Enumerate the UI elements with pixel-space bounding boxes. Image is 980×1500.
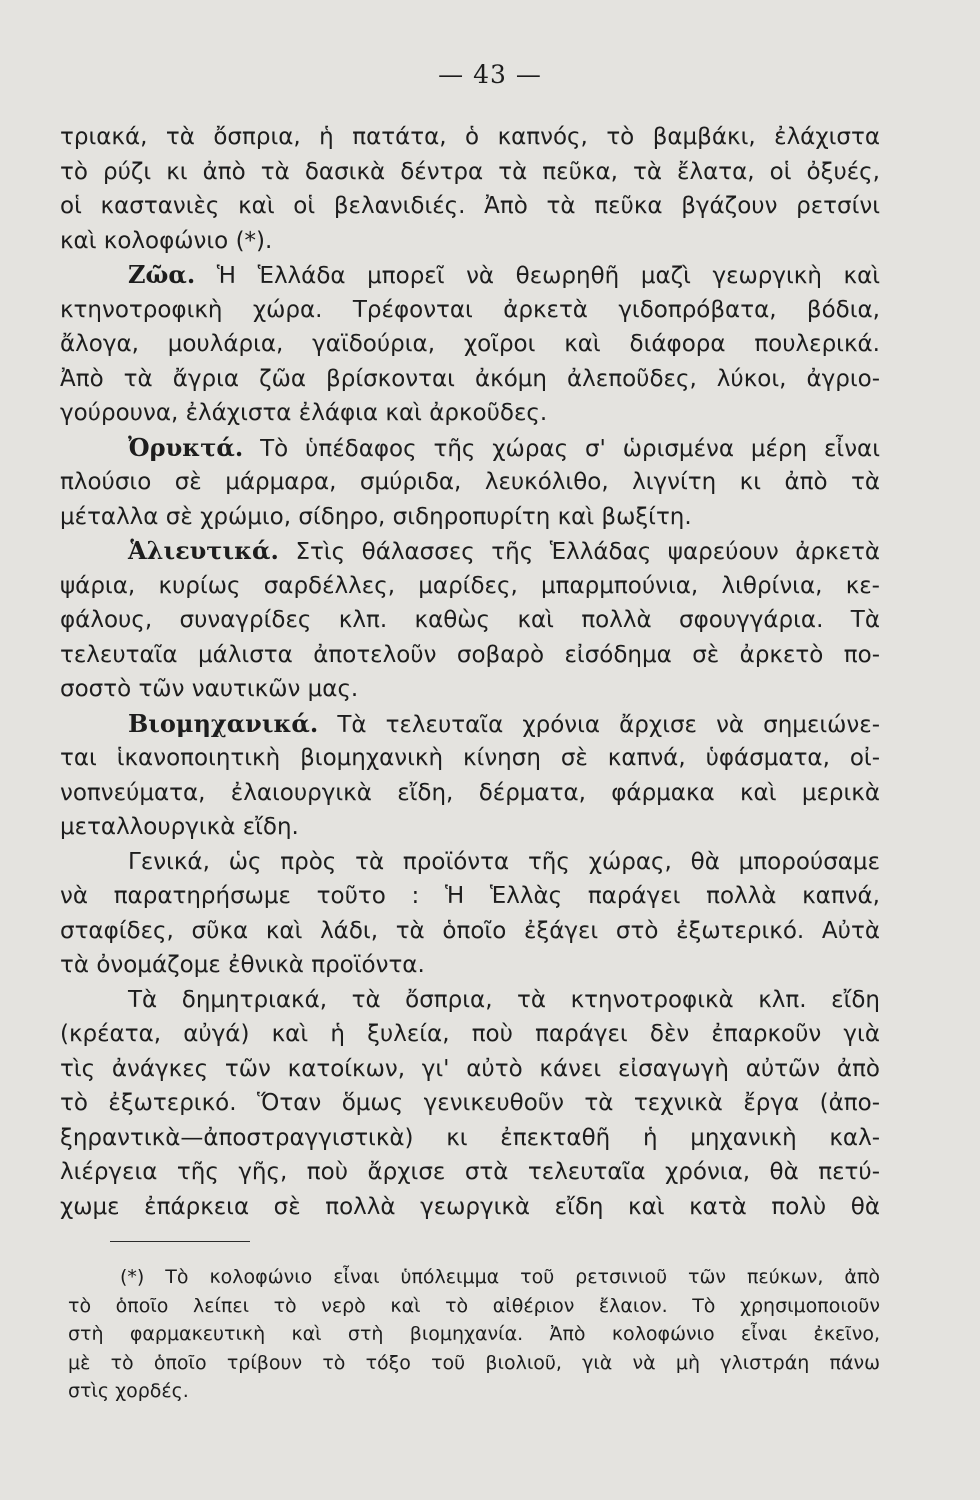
text-line: τὸ ρύζι κι ἀπὸ τὰ δασικὰ δέντρα τὰ πεῦκα, τὰ ἔλατα, οἱ ὀξυές, xyxy=(60,158,880,185)
text-line: τὰ ὀνομάζομε ἐθνικὰ προϊόντα. xyxy=(60,952,425,978)
text-line: ξηραντικὰ—ἀποστραγγιστικὰ) κι ἐπεκταθῆ ἡ μηχανικὴ καλ- xyxy=(60,1124,880,1151)
section-heading-orykta: Ὀρυκτά. xyxy=(128,432,244,462)
text-line: σοστὸ τῶν ναυτικῶν μας. xyxy=(60,676,359,702)
text-line: ψάρια, κυρίως σαρδέλλες, μαρίδες, μπαρμπούνια, λιθρίνια, κε- xyxy=(60,572,880,599)
text-line: χωμε ἐπάρκεια σὲ πολλὰ γεωργικὰ εἴδη καὶ κατὰ πολὺ θὰ xyxy=(60,1193,880,1220)
text-line: τριακά, τὰ ὄσπρια, ἡ πατάτα, ὁ καπνός, τὸ βαμβάκι, ἐλάχιστα xyxy=(60,124,880,150)
text-line: νοπνεύματα, ἐλαιουργικὰ εἴδη, δέρματα, φάρμακα καὶ μερικὰ xyxy=(60,779,880,806)
footnote-line: στὴ φαρμακευτικὴ καὶ στὴ βιομηχανία. Ἀπὸ κολοφώνιο εἶναι ἐκεῖνο, xyxy=(68,1323,880,1345)
text-run: Τὰ τελευταῖα χρόνια ἄρχισε νὰ σημειώνε- xyxy=(337,711,880,738)
footnote-line: τὸ ὁποῖο λείπει τὸ νερὸ καὶ τὸ αἰθέριον ἔλαιον. Τὸ χρησιμοποιοῦν xyxy=(68,1294,880,1317)
body-text xyxy=(60,120,880,1224)
paragraph-line xyxy=(60,707,880,742)
section-heading-viomichanika: Βιομηχανικά. xyxy=(128,708,319,738)
text-line: οἱ καστανιὲς καὶ οἱ βελανιδιές. Ἀπὸ τὰ πεῦκα βγάζουν ρετσίνι xyxy=(60,193,880,219)
paragraph-line xyxy=(60,258,880,293)
text-line: τὸ ἐξωτερικό. Ὅταν ὅμως γενικευθοῦν τὰ τεχνικὰ ἔργα (ἀπο- xyxy=(60,1090,880,1116)
text-line: λιέργεια τῆς γῆς, ποὺ ἄρχισε στὰ τελευταῖα χρόνια, θὰ πετύ- xyxy=(60,1159,880,1185)
text-line: Γενικά, ὡς πρὸς τὰ προϊόντα τῆς χώρας, θὰ μπορούσαμε xyxy=(128,848,880,875)
text-run: Στὶς θάλασσες τῆς Ἑλλάδας ψαρεύουν ἀρκετὰ xyxy=(295,539,881,565)
footnote xyxy=(68,1263,880,1406)
text-line: ἄλογα, μουλάρια, γαϊδούρια, χοῖροι καὶ διάφορα πουλερικά. xyxy=(60,331,880,357)
text-line: φάλους, συναγρίδες κλπ. καθὼς καὶ πολλὰ σφουγγάρια. Τὰ xyxy=(60,607,880,633)
text-line: καὶ κολοφώνιο (*). xyxy=(60,227,273,254)
text-line: ται ἱκανοποιητικὴ βιομηχανικὴ κίνηση σὲ καπνά, ὑφάσματα, οἰ- xyxy=(60,745,880,771)
text-line: νὰ παρατηρήσωμε τοῦτο : Ἡ Ἑλλὰς παράγει πολλὰ καπνά, xyxy=(60,883,880,909)
paragraph-line xyxy=(60,534,880,569)
paragraph-line xyxy=(60,431,880,466)
page-number: — 43 — xyxy=(438,60,542,89)
footnote-line: (*) Τὸ κολοφώνιο εἶναι ὑπόλειμμα τοῦ ρετσινιοῦ τῶν πεύκων, ἀπὸ xyxy=(120,1266,880,1288)
text-line: τελευταῖα μάλιστα ἀποτελοῦν σοβαρὸ εἰσόδημα σὲ ἀρκετὸ πο- xyxy=(60,641,880,668)
footnote-divider xyxy=(110,1241,250,1242)
footnote-line: στὶς χορδές. xyxy=(68,1380,189,1402)
section-heading-zoa: Ζῶα. xyxy=(128,260,196,289)
text-line: (κρέατα, αὐγά) καὶ ἡ ξυλεία, ποὺ παράγει δὲν ἐπαρκοῦν γιὰ xyxy=(60,1021,880,1047)
text-line: κτηνοτροφικὴ χώρα. Τρέφονται ἀρκετὰ γιδοπρόβατα, βόδια, xyxy=(60,296,880,323)
text-line: Ἀπὸ τὰ ἄγρια ζῶα βρίσκονται ἀκόμη ἀλεποῦδες, λύκοι, ἀγριο- xyxy=(60,365,880,392)
text-line: μεταλλουργικὰ εἴδη. xyxy=(60,814,299,840)
text-line: σταφίδες, σῦκα καὶ λάδι, τὰ ὁποῖο ἐξάγει στὸ ἐξωτερικό. Αὐτὰ xyxy=(60,917,880,944)
footnote-line: μὲ τὸ ὁποῖο τρίβουν τὸ τόξο τοῦ βιολιοῦ, γιὰ νὰ μὴ γλιστράη πάνω xyxy=(68,1351,880,1374)
text-line: γούρουνα, ἐλάχιστα ἐλάφια καὶ ἀρκοῦδες. xyxy=(60,400,548,426)
section-heading-alieftika: Ἁλιευτικά. xyxy=(128,536,279,565)
text-line: πλούσιο σὲ μάρμαρα, σμύριδα, λευκόλιθο, λιγνίτη κι ἀπὸ τὰ xyxy=(60,469,880,495)
text-run: Τὸ ὑπέδαφος τῆς χώρας σ' ὡρισμένα μέρη εἶναι xyxy=(260,435,880,462)
text-run: Ἡ Ἑλλάδα μπορεῖ νὰ θεωρηθῆ μαζὶ γεωργικὴ καὶ xyxy=(216,263,881,289)
text-line: μέταλλα σὲ χρώμιο, σίδηρο, σιδηροπυρίτη καὶ βωξίτη. xyxy=(60,503,692,530)
text-line: τὶς ἀνάγκες τῶν κατοίκων, γι' αὐτὸ κάνει εἰσαγωγὴ αὐτῶν ἀπὸ xyxy=(60,1055,880,1082)
text-line: Τὰ δημητριακά, τὰ ὄσπρια, τὰ κτηνοτροφικὰ κλπ. εἴδη xyxy=(128,986,880,1013)
